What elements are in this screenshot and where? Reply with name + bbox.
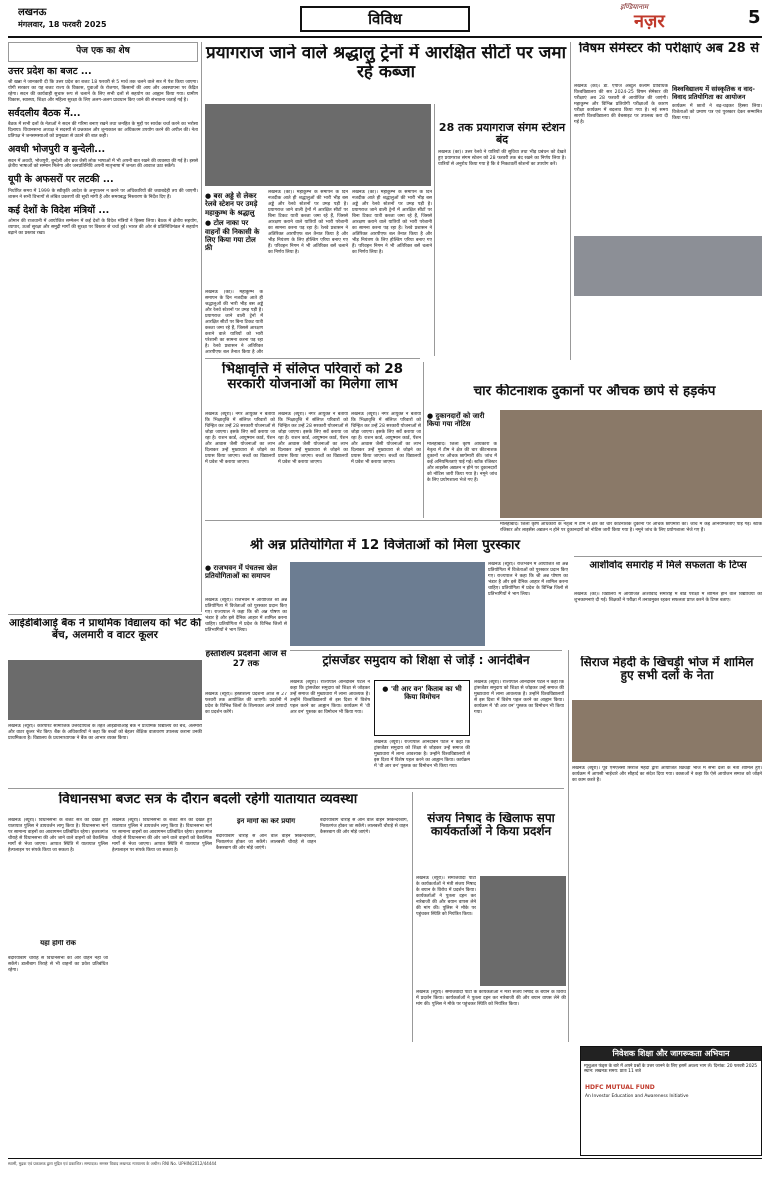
languages-text: सदन में अवधी, भोजपुरी, बुन्देली और ब्रज जैसी लोक भाषाओं में भी अपनी बात रखने की व्यवस्था की गई है। इससे क्षेत्रीय भाषाओं को सम्मान मिलेगा और जनप्रतिनिधि अपनी मातृभाषा में जनता की आवाज उठा सकेंगे। bbox=[8, 158, 198, 170]
page-number: 5 bbox=[748, 7, 761, 28]
traffic-mid-text: बंदरियाबाग चौराहे से आने वाले वाहन सिकन्दरबाग, निशातगंज होकर जा सकेंगे। लालबत्ती चौराहे से वाहन कैसरबाग की ओर मोड़े जाएंगे। bbox=[216, 834, 316, 851]
column-divider bbox=[201, 42, 202, 612]
budget-text: श्री खन्ना ने जानकारी दी कि उत्तर प्रदेश का बजट 18 फरवरी से 5 मार्च तक चलने वाले सत्र में पेश किया जाएगा। योगी सरकार का यह बजट राज्य के विकास, युवाओं के रोजगार, किसानों की आय और अवस्थापना पर केंद्रित रहेगा। सदन की कार्यवाही सुचारु रूप से चलाने के लिए सभी दलों से सहयोग का आह्वान किया गया। ग्रामीण विकास, स्वास्थ्य, शिक्षा और महिला सुरक्षा के लिए अलग-अलग प्रावधान किए जाने की संभावना जताई गई है। bbox=[8, 80, 198, 103]
lead-sidebar bbox=[438, 122, 566, 354]
traffic-text-col1: लखनऊ (ब्यूरो)। विधानसभा के बजट सत्र को देखते हुए यातायात पुलिस ने डायवर्जन लागू किया है। विधानसभा मार्ग पर सामान्य वाहनों का आवागमन प्रतिबंधित रहेगा। हजरतगंज चौराहे से विधानसभा की ओर जाने वाले वाहनों को वैकल्पिक मार्गों से भेजा जाएगा। आपात स्थिति में यातायात पुलिस हेल्पलाइन पर संपर्क किया जा सकता है। bbox=[8, 818, 108, 853]
raid-text-bottom: मलिहाबाद। जिला कृषि अधिकारी के नेतृत्व में टीम ने क्षेत्र की चार कीटनाशक दुकानों पर औचक छापेमारी की। जांच में कई अनियमितताएं पाई गईं। स्टॉक रजिस्टर और लाइसेंस अद्यतन न होने पर दुकानदारों को नोटिस जारी किया गया है। नमूने जांच के लिए प्रयोगशाला भेजे गए हैं। bbox=[500, 522, 762, 533]
exam-side-text: कार्यक्रम में छात्रों ने बढ़-चढ़कर हिस्सा लिया। विजेताओं को प्रमाण पत्र एवं पुरस्कार देकर सम्मानित किया गया। bbox=[672, 103, 762, 121]
transgender-bullet: ● 'वी आर वन' किताब का भी किया विमोचन bbox=[382, 685, 462, 702]
languages-subhead: अवधी भोजपुरी व बुन्देली... bbox=[8, 144, 106, 156]
raid-text-col1: मलिहाबाद। जिला कृषि अधिकारी के नेतृत्व में टीम ने क्षेत्र की चार कीटनाशक दुकानों पर औचक छापेमारी की। जांच में कई अनियमितताएं पाई गईं। स्टॉक रजिस्टर और लाइसेंस अद्यतन न होने पर दुकानदारों को नोटिस जारी किया गया है। नमूने जांच के लिए प्रयोगशाला भेजे गए हैं। bbox=[427, 442, 497, 483]
siraj-photo bbox=[572, 700, 762, 762]
edition-city: लखनऊ bbox=[18, 7, 47, 18]
lead-headline-box bbox=[205, 44, 567, 102]
continued-title: पेज एक का शेष bbox=[8, 42, 198, 62]
ad-footer bbox=[581, 1084, 761, 1092]
traffic-text-col4: बंदरियाबाग चौराहे से आने वाले वाहन सिकन्दरबाग, निशातगंज होकर जा सकेंगे। लालबत्ती चौराहे से वाहन कैसरबाग की ओर मोड़े जाएंगे। bbox=[320, 818, 408, 835]
shrianna-text-col1: लखनऊ (ब्यूरो)। राजभवन में आयोजित श्री अन्न प्रतियोगिता में विजेताओं को पुरस्कार प्रदान किए गए। राज्यपाल ने कहा कि श्री अन्न पोषण का भंडार है और इसे दैनिक आहार में शामिल करना चाहिए। प्रतियोगिता में प्रदेश के विभिन्न जिलों से प्रतिभागियों ने भाग लिया। bbox=[205, 598, 287, 633]
transgender-headline: ट्रांसजेंडर समुदाय को शिक्षा से जोड़ें : आनंदीबेन bbox=[322, 654, 530, 667]
welfare-text-col2: लखनऊ (ब्यूरो)। नगर आयुक्त ने बताया कि भिक्षावृत्ति में संलिप्त परिवारों को चिन्हित कर उन्हें 28 सरकारी योजनाओं से जोड़ा जाएगा। इसके लिए सर्वे कराया जा रहा है। राशन कार्ड, आयुष्मान कार्ड, पेंशन और आवास जैसी योजनाओं का लाभ दिलाकर उन्हें मुख्यधारा से जोड़ने का प्रयास किया जाएगा। बच्चों का विद्यालयों में प्रवेश भी कराया जाएगा। bbox=[278, 412, 348, 465]
siraj-headline-box bbox=[572, 656, 762, 696]
traffic-mid-head-box bbox=[216, 818, 316, 832]
traffic-sub-text: बंदरियाबाग चौराहे से विधानसभा की ओर वाहन नहीं जा सकेंगे। डालीबाग तिराहे से भी वाहनों का प्रवेश प्रतिबंधित रहेगा। bbox=[8, 956, 108, 973]
ashirwad-rule bbox=[574, 556, 762, 557]
mutual-fund-ad[interactable] bbox=[580, 1046, 762, 1156]
transgender-callout bbox=[374, 680, 470, 736]
lead-body-col1: लखनऊ (का)। महाकुम्भ के समापन के दिन नजदीक आते ही श्रद्धालुओं की भारी भीड़ बस अड्डे और रेलवे स्टेशनों पर उमड़ पड़ी है। प्रयागराज जाने वाली ट्रेनों में आरक्षित सीटों पर बिना टिकट यात्री कब्जा जमा रहे हैं, जिससे आरक्षण कराने वाले यात्रियों को भारी परेशानी का सामना करना पड़ रहा है। रेलवे प्रशासन ने अतिरिक्त आरपीएफ बल तैनात किया है और bbox=[205, 290, 263, 354]
exam-photo bbox=[574, 236, 762, 296]
sangam-headline: 28 तक प्रयागराज संगम स्टेशन बंद bbox=[438, 122, 566, 147]
exam-sidebar bbox=[672, 84, 762, 234]
lead-body-col3: लखनऊ (का)। महाकुम्भ के समापन के दिन नजदीक आते ही श्रद्धालुओं की भारी भीड़ बस अड्डे और रेलवे स्टेशनों पर उमड़ पड़ी है। प्रयागराज जाने वाली ट्रेनों में आरक्षित सीटों पर बिना टिकट यात्री कब्जा जमा रहे हैं, जिससे आरक्षण कराने वाले यात्रियों को भारी परेशानी का सामना करना पड़ रहा है। रेलवे प्रशासन ने अतिरिक्त आरपीएफ बल तैनात किया है और भीड़ नियंत्रण के लिए होल्डिंग एरिया बनाए गए हैं। परिवहन निगम ने भी अतिरिक्त बसें चलाने का निर्णय लिया है। bbox=[352, 190, 432, 255]
imprint-line: स्वामी, मुद्रक एवं प्रकाशक द्वारा मुद्रित एवं प्रकाशित। सम्पादक। समस्त विवाद लखनऊ न्यायालय के अधीन। RNI No. UPHIN/2012/44444 bbox=[8, 1158, 762, 1178]
idbi-photo bbox=[8, 660, 202, 720]
exam-text: लखनऊ (का)। डॉ. एपीजे अब्दुल कलाम प्राविधिक विश्वविद्यालय की सत्र 2024-25 विषम सेमेस्टर की परीक्षाएं अब 28 फरवरी से आयोजित की जाएंगी। महाकुम्भ और विभिन्न प्रतियोगी परीक्षाओं के कारण परीक्षा कार्यक्रम में बदलाव किया गया है। नई समय सारणी विश्वविद्यालय की वेबसाइट पर उपलब्ध करा दी गई है। bbox=[574, 84, 668, 125]
welfare-headline: भिक्षावृत्ति में संलिप्त परिवारों को 28 सरकारी योजनाओं का मिलेगा लाभ bbox=[221, 362, 404, 393]
officers-subhead: यूपी के अफसरों पर लटकी ... bbox=[8, 174, 114, 186]
handicraft-headline-box bbox=[205, 650, 287, 690]
column-divider-lower bbox=[568, 650, 569, 1042]
traffic-rule bbox=[8, 788, 564, 789]
shrianna-photo bbox=[290, 562, 485, 646]
continued-column bbox=[8, 42, 198, 612]
budget-subhead: उत्तर प्रदेश का बजट ... bbox=[8, 65, 92, 77]
transgender-headline-box bbox=[290, 654, 562, 676]
sanjay-headline-box bbox=[416, 812, 566, 872]
exam-headline: विषम सेमेस्टर की परीक्षाएं अब 28 से bbox=[578, 42, 760, 56]
brand-logo bbox=[600, 3, 740, 33]
idbi-headline-box bbox=[8, 618, 202, 658]
sanjay-headline: संजय निषाद के खिलाफ सपा कार्यकर्ताओं ने किया प्रदर्शन bbox=[427, 812, 555, 839]
lead-bullets bbox=[205, 190, 263, 290]
raid-photo bbox=[500, 410, 762, 518]
shrianna-bullet-box bbox=[205, 562, 287, 596]
traffic-sub-head: यहां होगी रोक bbox=[40, 940, 76, 947]
ashirwad-text: लखनऊ (का)। विद्यालय में आयोजित आशीर्वाद समारोह में बोर्ड परीक्षा में शामिल होने वाले विद्यार्थियों को शुभकामनाएं दी गईं। शिक्षकों ने परीक्षा में तनावमुक्त रहकर सफलता प्राप्त करने के टिप्स बताए। bbox=[574, 592, 762, 603]
brand-name: नज़र bbox=[634, 11, 665, 33]
brand-subtitle: इण्डियानाम bbox=[620, 3, 649, 11]
masthead-left bbox=[18, 6, 178, 30]
exam-headline-box bbox=[574, 42, 764, 82]
lead-body-col2: लखनऊ (का)। महाकुम्भ के समापन के दिन नजदीक आते ही श्रद्धालुओं की भारी भीड़ बस अड्डे और रेलवे स्टेशनों पर उमड़ पड़ी है। प्रयागराज जाने वाली ट्रेनों में आरक्षित सीटों पर बिना टिकट यात्री कब्जा जमा रहे हैं, जिससे आरक्षण कराने वाले यात्रियों को भारी परेशानी का सामना करना पड़ रहा है। रेलवे प्रशासन ने अतिरिक्त आरपीएफ बल तैनात किया है और भीड़ नियंत्रण के लिए होल्डिंग एरिया बनाए गए हैं। परिवहन निगम ने भी अतिरिक्त बसें चलाने का निर्णय लिया है। bbox=[268, 190, 348, 255]
ministers-subhead: कई देशों के विदेश मंत्रियों ... bbox=[8, 204, 110, 216]
welfare-divider bbox=[423, 362, 424, 518]
idbi-headline: आईडीबीआई बैंक ने प्राथमिक विद्यालय को भेंट की बेंच, अलमारी व वाटर कूलर bbox=[8, 618, 202, 641]
ashirwad-headline-box bbox=[574, 560, 762, 590]
allparty-subhead: सर्वदलीय बैठक में... bbox=[8, 107, 81, 119]
handicraft-text: लखनऊ (ब्यूरो)। हस्तशिल्प प्रदर्शनी आज से 27 फरवरी तक आयोजित की जाएगी। प्रदर्शनी में प्रदेश के विभिन्न जिलों के शिल्पकार अपने उत्पादों का प्रदर्शन करेंगे। bbox=[205, 692, 287, 715]
traffic-headline: विधानसभा बजट सत्र के दौरान बदली रहेगी यातायात व्यवस्था bbox=[58, 792, 358, 807]
shrianna-bullet: ● राजभवन में पंचतत्त्व खेल प्रतियोगिताओं का समापन bbox=[205, 564, 278, 581]
lead-bullet-2: ● टोल नाका पर वाहनों की निकासी के लिए किया गया टोल फ्री bbox=[205, 219, 260, 253]
sanjay-text-col1: लखनऊ (ब्यूरो)। समाजवादी पार्टी के कार्यकर्ताओं ने मंत्री संजय निषाद के बयान के विरोध में प्रदर्शन किया। कार्यकर्ताओं ने पुतला दहन कर नारेबाजी की और बयान वापस लेने की मांग की। पुलिस ने मौके पर पहुंचकर स्थिति को नियंत्रित किया। bbox=[416, 876, 476, 917]
transgender-rule bbox=[290, 650, 562, 651]
raid-headline-box bbox=[427, 384, 762, 406]
traffic-headline-box bbox=[8, 792, 408, 814]
header-rule bbox=[8, 36, 762, 38]
officers-text: निर्धारित समय में 1999 के स्वीकृति आदेश के अनुपालन न करने पर अधिकारियों की जवाबदेही तय की जाएगी। शासन ने सभी विभागों से लंबित प्रकरणों की सूची मांगी है और समयबद्ध निस्तारण के निर्देश दिए हैं। bbox=[8, 188, 198, 200]
raid-bullets bbox=[427, 410, 497, 440]
traffic-text-col2: लखनऊ (ब्यूरो)। विधानसभा के बजट सत्र को देखते हुए यातायात पुलिस ने डायवर्जन लागू किया है। विधानसभा मार्ग पर सामान्य वाहनों का आवागमन प्रतिबंधित रहेगा। हजरतगंज चौराहे से विधानसभा की ओर जाने वाले वाहनों को वैकल्पिक मार्गों से भेजा जाएगा। आपात स्थिति में यातायात पुलिस हेल्पलाइन पर संपर्क किया जा सकता है। bbox=[112, 818, 212, 853]
sanjay-divider bbox=[412, 792, 413, 1042]
shrianna-text-col2: लखनऊ (ब्यूरो)। राजभवन में आयोजित श्री अन्न प्रतियोगिता में विजेताओं को पुरस्कार प्रदान किए गए। राज्यपाल ने कहा कि श्री अन्न पोषण का भंडार है और इसे दैनिक आहार में शामिल करना चाहिए। प्रतियोगिता में प्रदेश के विभिन्न जिलों से प्रतिभागियों ने भाग लिया। bbox=[488, 562, 568, 597]
ashirwad-headline: आशीर्वाद समारोह में मिले सफलता के टिप्स bbox=[589, 560, 747, 571]
sanjay-photo bbox=[480, 876, 566, 986]
raid-headline: चार कीटनाशक दुकानों पर औचक छापे से हड़कंप bbox=[473, 384, 716, 399]
lead-headline: प्रयागराज जाने वाले श्रद्धालु ट्रेनों में आरक्षित सीटों पर जमा रहे कब्जा bbox=[206, 44, 566, 83]
idbi-text: लखनऊ (ब्यूरो)। कारपोरेट सामाजिक उत्तरदायित्व के तहत आईडीबीआई बैंक ने प्राथमिक विद्यालय को बेंच, अलमारी और वाटर कूलर भेंट किए। बैंक के अधिकारियों ने कहा कि बच्चों को बेहतर शैक्षिक वातावरण उपलब्ध कराना उनकी प्राथमिकता है। विद्यालय के प्रधानाध्यापक ने बैंक का आभार व्यक्त किया। bbox=[8, 724, 202, 741]
lead-bullet-1: ● बस अड्डे से लेकर रेलवे स्टेशन पर उमड़े महाकुम्भ के श्रद्धालु bbox=[205, 192, 258, 217]
transgender-text-col3: लखनऊ (ब्यूरो)। राज्यपाल आनंदीबेन पटेल ने कहा कि ट्रांसजेंडर समुदाय को शिक्षा से जोड़कर उन्हें समाज की मुख्यधारा में लाना आवश्यक है। उन्होंने विश्वविद्यालयों से इस दिशा में विशेष पहल करने का आह्वान किया। कार्यक्रम में 'वी आर वन' पुस्तक का विमोचन भी किया गया। bbox=[474, 680, 564, 715]
shrianna-rule bbox=[205, 520, 565, 521]
ad-title: निवेशक शिक्षा और जागरूकता अभियान bbox=[581, 1047, 761, 1061]
raid-bullet: ● दुकानदारों को जारी किया गया नोटिस bbox=[427, 412, 485, 429]
allparty-text: बैठक में सभी दलों के नेताओं ने सदन की गरिमा बनाए रखने तथा जनहित के मुद्दों पर सार्थक चर्चा करने का भरोसा दिलाया। विधानसभा अध्यक्ष ने सदस्यों से प्रश्नकाल और शून्यकाल का अधिकतम उपयोग करने की अपील की। नेता प्रतिपक्ष ने जनसमस्याओं को प्रमुखता से उठाने की बात कही। bbox=[8, 122, 198, 140]
shrianna-headline-box bbox=[205, 538, 565, 560]
sangam-text: लखनऊ (का)। उत्तर रेलवे ने यात्रियों की सुविधा तथा भीड़ प्रबंधन को देखते हुए प्रयागराज संगम स्टेशन को 28 फरवरी तक बंद रखने का निर्णय लिया है। यात्रियों से अनुरोध किया गया है कि वे निकटवर्ती स्टेशनों का उपयोग करें। bbox=[438, 149, 566, 167]
train-crowd-photo bbox=[205, 104, 431, 186]
shrianna-headline: श्री अन्न प्रतियोगिता में 12 विजेताओं को मिला पुरस्कार bbox=[250, 538, 520, 553]
siraj-text: लखनऊ (ब्यूरो)। पूर्व एमएलसी सिराज मेहदी द्वारा आयोजित खिचड़ी भोज में सभी दलों के नेता शामिल हुए। कार्यक्रम में आपसी भाईचारे और सौहार्द का संदेश दिया गया। वक्ताओं ने कहा कि ऐसे आयोजन समाज को जोड़ने का काम करते हैं। bbox=[572, 766, 762, 783]
row-rule bbox=[205, 358, 420, 359]
exam-side-headline: विश्वविद्यालय में सांस्कृतिक व वाद-विवाद प्रतियोगिता का आयोजन bbox=[672, 85, 755, 101]
ad-tagline: An Investor Education and Awareness Initiative bbox=[585, 1093, 689, 1099]
transgender-text-col1: लखनऊ (ब्यूरो)। राज्यपाल आनंदीबेन पटेल ने कहा कि ट्रांसजेंडर समुदाय को शिक्षा से जोड़कर उन्हें समाज की मुख्यधारा में लाना आवश्यक है। उन्होंने विश्वविद्यालयों से इस दिशा में विशेष पहल करने का आह्वान किया। कार्यक्रम में 'वी आर वन' पुस्तक का विमोचन भी किया गया। bbox=[290, 680, 370, 715]
sanjay-text-bottom: लखनऊ (ब्यूरो)। समाजवादी पार्टी के कार्यकर्ताओं ने मंत्री संजय निषाद के बयान के विरोध में प्रदर्शन किया। कार्यकर्ताओं ने पुतला दहन कर नारेबाजी की और बयान वापस लेने की मांग की। पुलिस ने मौके पर पहुंचकर स्थिति को नियंत्रित किया। bbox=[416, 990, 566, 1007]
handicraft-headline: हस्तशिल्प प्रदर्शनी आज से 27 तक bbox=[205, 650, 287, 669]
siraj-headline: सिराज मेहदी के खिचड़ी भोज में शामिल हुए सभी दलों के नेता bbox=[580, 656, 754, 683]
idbi-rule bbox=[8, 614, 202, 615]
welfare-headline-box bbox=[205, 362, 420, 410]
lead-divider bbox=[434, 104, 435, 356]
ad-body: म्यूचुअल फंड्स के बारे में अपने प्रश्नों के उत्तर जानने के लिए इसमें अवश्य भाग लें। दिनांक: 20 फरवरी 2025 स्थान: लखनऊ समय: प्रातः 11 बजे bbox=[584, 1063, 758, 1075]
ad-logo: HDFC MUTUAL FUND bbox=[585, 1084, 655, 1092]
section-title: विविध bbox=[300, 6, 470, 32]
welfare-text-col3: लखनऊ (ब्यूरो)। नगर आयुक्त ने बताया कि भिक्षावृत्ति में संलिप्त परिवारों को चिन्हित कर उन्हें 28 सरकारी योजनाओं से जोड़ा जाएगा। इसके लिए सर्वे कराया जा रहा है। राशन कार्ड, आयुष्मान कार्ड, पेंशन और आवास जैसी योजनाओं का लाभ दिलाकर उन्हें मुख्यधारा से जोड़ने का प्रयास किया जाएगा। बच्चों का विद्यालयों में प्रवेश भी कराया जाएगा। bbox=[351, 412, 421, 465]
welfare-text-col1: लखनऊ (ब्यूरो)। नगर आयुक्त ने बताया कि भिक्षावृत्ति में संलिप्त परिवारों को चिन्हित कर उन्हें 28 सरकारी योजनाओं से जोड़ा जाएगा। इसके लिए सर्वे कराया जा रहा है। राशन कार्ड, आयुष्मान कार्ड, पेंशन और आवास जैसी योजनाओं का लाभ दिलाकर उन्हें मुख्यधारा से जोड़ने का प्रयास किया जाएगा। बच्चों का विद्यालयों में प्रवेश भी कराया जाएगा। bbox=[205, 412, 275, 465]
ministers-text: ओमान की राजधानी में आयोजित सम्मेलन में कई देशों के विदेश मंत्रियों ने हिस्सा लिया। बैठक में क्षेत्रीय सहयोग, व्यापार, ऊर्जा सुरक्षा और समुद्री मार्गों की सुरक्षा पर विस्तार से चर्चा हुई। भारत की ओर से प्रतिनिधिमंडल ने सहयोग बढ़ाने का प्रस्ताव रखा। bbox=[8, 219, 198, 236]
traffic-mid-head: इन मार्गों का करें प्रयोग bbox=[236, 818, 296, 825]
column-divider-right bbox=[570, 42, 571, 360]
edition-date: मंगलवार, 18 फरवरी 2025 bbox=[18, 20, 107, 29]
traffic-sub-head-box bbox=[8, 940, 108, 954]
transgender-text-col2: लखनऊ (ब्यूरो)। राज्यपाल आनंदीबेन पटेल ने कहा कि ट्रांसजेंडर समुदाय को शिक्षा से जोड़कर उन्हें समाज की मुख्यधारा में लाना आवश्यक है। उन्होंने विश्वविद्यालयों से इस दिशा में विशेष पहल करने का आह्वान किया। कार्यक्रम में 'वी आर वन' पुस्तक का विमोचन भी किया गया। bbox=[374, 740, 470, 769]
